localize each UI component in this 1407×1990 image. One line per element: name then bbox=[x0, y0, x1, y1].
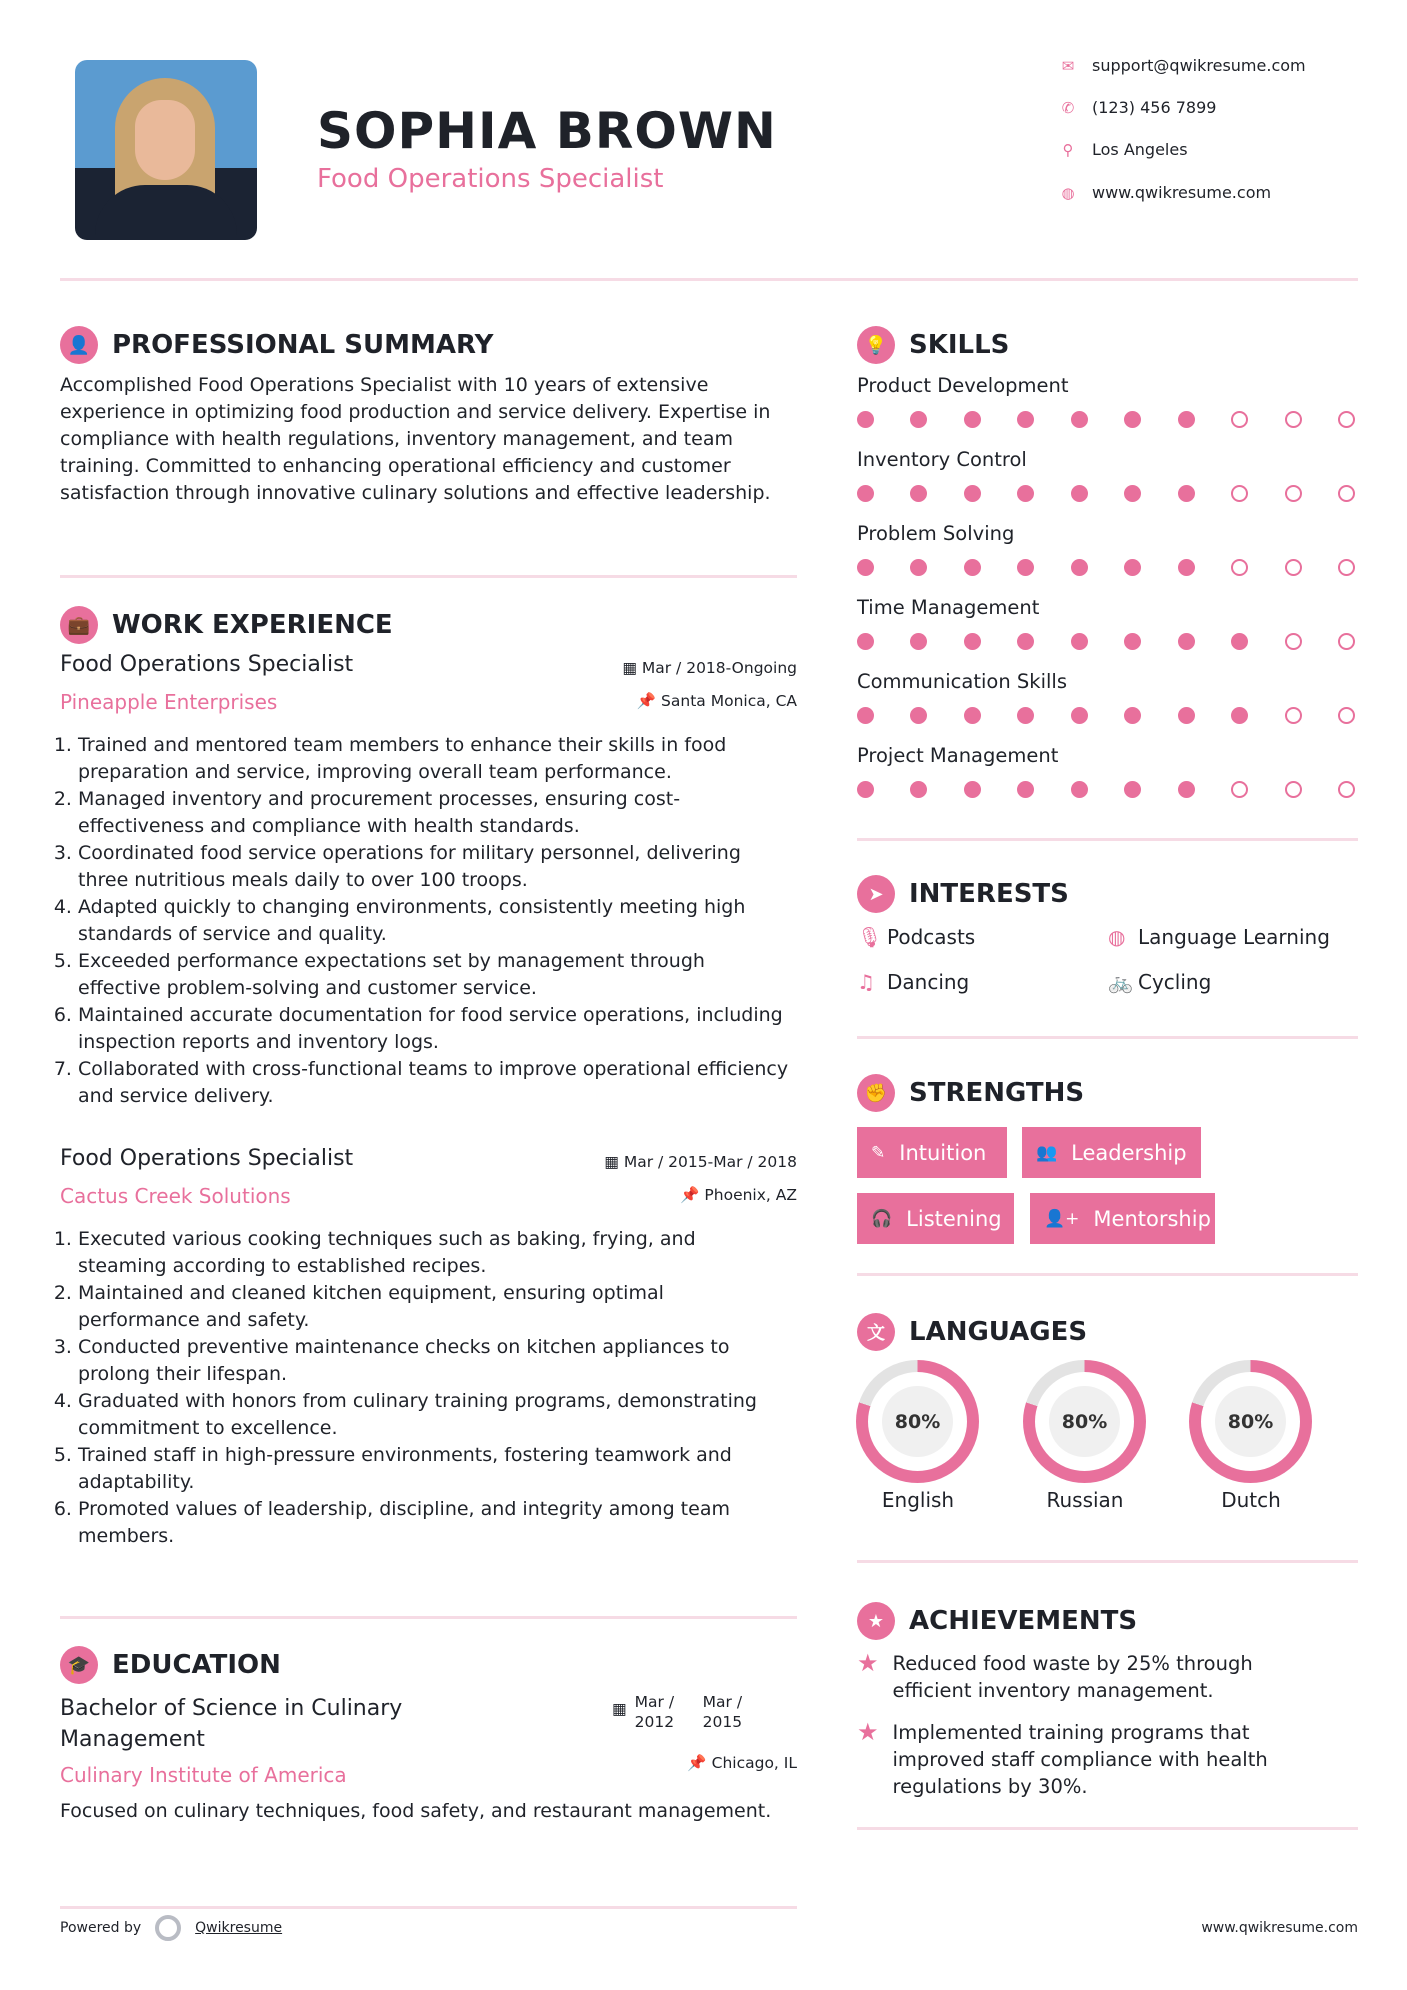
interest-item bbox=[1108, 970, 1211, 994]
fist-icon: ✊ bbox=[857, 1074, 895, 1112]
rating-dot-filled bbox=[1178, 485, 1195, 502]
calendar-icon: ▦ bbox=[622, 659, 642, 677]
rating-dot-filled bbox=[1124, 781, 1141, 798]
envelope-icon: ✉ bbox=[1061, 56, 1075, 75]
user-plus-icon: 👤+ bbox=[1044, 1208, 1080, 1229]
calendar-icon: ▦ bbox=[612, 1700, 627, 1718]
candidate-name: SOPHIA BROWN bbox=[317, 102, 777, 160]
rating-dot-filled bbox=[1071, 707, 1088, 724]
strengths-heading-text: STRENGTHS bbox=[909, 1078, 1085, 1108]
rating-dot-empty bbox=[1285, 707, 1302, 724]
rating-dot-filled bbox=[910, 707, 927, 724]
rating-dot-filled bbox=[964, 411, 981, 428]
star-icon: ★ bbox=[857, 1649, 879, 1677]
microphone-icon: 🎙 bbox=[857, 925, 883, 949]
skill-name: Time Management bbox=[857, 596, 1040, 619]
rating-dot-filled bbox=[964, 781, 981, 798]
skill-item bbox=[857, 522, 1355, 576]
strength-tag bbox=[1030, 1193, 1215, 1244]
skill-rating bbox=[857, 633, 1355, 650]
rating-dot-filled bbox=[1124, 411, 1141, 428]
star-badge-icon: ★ bbox=[857, 1602, 895, 1640]
job-date bbox=[622, 659, 797, 677]
rating-dot-filled bbox=[1178, 781, 1195, 798]
contact-item bbox=[1058, 98, 1216, 117]
rating-dot-filled bbox=[857, 781, 874, 798]
rating-dot-empty bbox=[1231, 781, 1248, 798]
job-bullet: 4. Adapted quickly to changing environments, consistently meeting high standards of service and quality. bbox=[78, 894, 790, 948]
rating-dot-filled bbox=[910, 485, 927, 502]
rating-dot-empty bbox=[1285, 781, 1302, 798]
rating-dot-filled bbox=[1017, 559, 1034, 576]
globe-icon: ◍ bbox=[1061, 183, 1075, 202]
company-name: Pineapple Enterprises bbox=[60, 690, 278, 714]
job-date-text: Mar / 2015-Mar / 2018 bbox=[623, 1153, 797, 1171]
rating-dot-filled bbox=[1017, 411, 1034, 428]
skill-name: Project Management bbox=[857, 744, 1059, 767]
skill-name: Inventory Control bbox=[857, 448, 1027, 471]
job-date bbox=[604, 1153, 797, 1171]
languages-heading bbox=[857, 1313, 1087, 1351]
skill-item bbox=[857, 670, 1355, 724]
job-bullet: 3. Coordinated food service operations for military personnel, delivering three nutritious meals daily to over 100 troops. bbox=[78, 840, 790, 894]
job-bullet: 4. Graduated with honors from culinary training programs, demonstrating commitment to excellence. bbox=[78, 1388, 790, 1442]
skill-name: Product Development bbox=[857, 374, 1069, 397]
contact-text: (123) 456 7899 bbox=[1092, 98, 1217, 117]
education-dates bbox=[612, 1692, 753, 1732]
job-bullet: 3. Conducted preventive maintenance checks on kitchen appliances to prolong their lifespan. bbox=[78, 1334, 790, 1388]
rating-dot-filled bbox=[964, 707, 981, 724]
magic-wand-icon: ✎ bbox=[871, 1142, 886, 1163]
job-bullets bbox=[60, 732, 790, 1110]
section-divider bbox=[857, 838, 1358, 841]
skill-item bbox=[857, 596, 1355, 650]
rating-dot-filled bbox=[1071, 559, 1088, 576]
paper-plane-icon: ➤ bbox=[857, 875, 895, 913]
achievement-item bbox=[857, 1650, 1337, 1704]
interest-item bbox=[857, 925, 975, 949]
job-bullet: 2. Managed inventory and procurement processes, ensuring cost-effectiveness and compliance with health standards. bbox=[78, 786, 790, 840]
skill-item bbox=[857, 744, 1355, 798]
rating-dot-filled bbox=[910, 633, 927, 650]
strength-name: Intuition bbox=[899, 1140, 987, 1165]
summary-text: Accomplished Food Operations Specialist with 10 years of extensive experience in optimizing food production and service delivery. Expertise in compliance with health regulations, inventory management, and team training. Committed to enhancing operational efficiency and customer satisfaction through innovative culinary solutions and effective leadership. bbox=[60, 374, 771, 504]
job-bullet: 5. Exceeded performance expectations set by management through effective problem-solving and customer service. bbox=[78, 948, 790, 1002]
interest-name: Dancing bbox=[887, 970, 970, 994]
section-divider bbox=[857, 1036, 1358, 1039]
rating-dot-filled bbox=[910, 559, 927, 576]
job-bullet: 2. Maintained and cleaned kitchen equipment, ensuring optimal performance and safety. bbox=[78, 1280, 790, 1334]
users-icon: 👥 bbox=[1036, 1142, 1058, 1163]
rating-dot-filled bbox=[910, 411, 927, 428]
language-name: Dutch bbox=[1221, 1488, 1281, 1512]
graduation-cap-icon: 🎓 bbox=[60, 1646, 98, 1684]
user-icon: 👤 bbox=[60, 326, 98, 364]
contact-text: Los Angeles bbox=[1092, 140, 1188, 159]
language-progress-ring bbox=[1189, 1360, 1312, 1483]
rating-dot-empty bbox=[1338, 559, 1355, 576]
languages-heading-text: LANGUAGES bbox=[909, 1317, 1088, 1347]
rating-dot-empty bbox=[1231, 411, 1248, 428]
skill-rating bbox=[857, 559, 1355, 576]
globe-icon: ◍ bbox=[1108, 925, 1126, 949]
rating-dot-filled bbox=[857, 633, 874, 650]
rating-dot-empty bbox=[1285, 559, 1302, 576]
header-divider bbox=[60, 278, 1358, 281]
rating-dot-empty bbox=[1285, 485, 1302, 502]
skills-heading-text: SKILLS bbox=[909, 330, 1010, 360]
job-location bbox=[637, 692, 797, 710]
rating-dot-filled bbox=[1178, 559, 1195, 576]
interest-name: Podcasts bbox=[887, 925, 976, 949]
briefcase-icon: 💼 bbox=[60, 606, 98, 644]
strengths-heading bbox=[857, 1074, 1084, 1112]
language-progress-ring bbox=[1023, 1360, 1146, 1483]
strength-name: Listening bbox=[906, 1206, 1002, 1231]
qwikresume-logo-icon bbox=[155, 1915, 181, 1941]
rating-dot-empty bbox=[1231, 485, 1248, 502]
strength-tag bbox=[1022, 1127, 1201, 1178]
music-note-icon: ♫ bbox=[857, 970, 875, 994]
rating-dot-filled bbox=[964, 559, 981, 576]
achievement-item bbox=[857, 1719, 1337, 1800]
star-icon: ★ bbox=[857, 1718, 879, 1746]
achievements-heading-text: ACHIEVEMENTS bbox=[909, 1606, 1138, 1636]
job-title: Food Operations Specialist bbox=[60, 652, 354, 677]
rating-dot-empty bbox=[1338, 485, 1355, 502]
rating-dot-filled bbox=[1124, 559, 1141, 576]
skill-name: Communication Skills bbox=[857, 670, 1067, 693]
rating-dot-empty bbox=[1338, 633, 1355, 650]
work-heading bbox=[60, 606, 393, 644]
rating-dot-filled bbox=[1178, 633, 1195, 650]
bicycle-icon: 🚲 bbox=[1108, 970, 1133, 994]
rating-dot-filled bbox=[1071, 633, 1088, 650]
rating-dot-filled bbox=[1071, 411, 1088, 428]
education-location bbox=[687, 1754, 797, 1772]
rating-dot-empty bbox=[1285, 633, 1302, 650]
skills-heading bbox=[857, 326, 1009, 364]
job-bullet: 6. Promoted values of leadership, discipline, and integrity among team members. bbox=[78, 1496, 790, 1550]
section-divider bbox=[857, 1560, 1358, 1563]
company-name: Cactus Creek Solutions bbox=[60, 1184, 291, 1208]
skill-item bbox=[857, 448, 1355, 502]
contact-text: www.qwikresume.com bbox=[1092, 183, 1272, 202]
rating-dot-filled bbox=[857, 707, 874, 724]
job-bullet: 1. Executed various cooking techniques such as baking, frying, and steaming according to established recipes. bbox=[78, 1226, 790, 1280]
job-bullet: 1. Trained and mentored team members to enhance their skills in food preparation and service, improving overall team performance. bbox=[78, 732, 790, 786]
rating-dot-filled bbox=[1124, 633, 1141, 650]
education-description: Focused on culinary techniques, food safety, and restaurant management. bbox=[60, 1800, 772, 1822]
section-divider bbox=[60, 575, 797, 578]
rating-dot-empty bbox=[1338, 411, 1355, 428]
job-location bbox=[680, 1186, 797, 1204]
strength-name: Leadership bbox=[1071, 1140, 1187, 1165]
translate-icon: 文 bbox=[857, 1313, 895, 1351]
pin-icon: 📌 bbox=[636, 692, 662, 710]
rating-dot-filled bbox=[857, 559, 874, 576]
language-percent: 80% bbox=[882, 1386, 953, 1457]
pin-icon: 📌 bbox=[680, 1186, 705, 1204]
rating-dot-filled bbox=[1231, 633, 1248, 650]
language-name: English bbox=[881, 1488, 955, 1512]
qwikresume-link[interactable]: Qwikresume bbox=[195, 1920, 283, 1936]
strength-name: Mentorship bbox=[1093, 1206, 1211, 1231]
rating-dot-filled bbox=[1071, 781, 1088, 798]
language-percent: 80% bbox=[1215, 1386, 1286, 1457]
skill-item bbox=[857, 374, 1355, 428]
rating-dot-filled bbox=[1124, 485, 1141, 502]
rating-dot-filled bbox=[1178, 707, 1195, 724]
rating-dot-filled bbox=[1017, 781, 1034, 798]
rating-dot-empty bbox=[1231, 559, 1248, 576]
summary-heading bbox=[60, 326, 493, 364]
profile-photo bbox=[75, 60, 257, 240]
powered-by-label: Powered by bbox=[60, 1920, 142, 1936]
rating-dot-filled bbox=[964, 485, 981, 502]
interest-name: Cycling bbox=[1138, 970, 1212, 994]
language-progress-ring bbox=[856, 1360, 979, 1483]
education-heading-text: EDUCATION bbox=[112, 1650, 281, 1680]
footer-divider bbox=[60, 1906, 797, 1909]
strength-tag bbox=[857, 1193, 1014, 1244]
skill-rating bbox=[857, 485, 1355, 502]
school: Culinary Institute of America bbox=[60, 1763, 347, 1787]
contact-item bbox=[1058, 140, 1188, 159]
rating-dot-filled bbox=[1017, 707, 1034, 724]
map-pin-icon: ⚲ bbox=[1062, 140, 1074, 159]
pin-icon: 📌 bbox=[687, 1754, 712, 1772]
job-location-text: Santa Monica, CA bbox=[661, 692, 797, 710]
rating-dot-filled bbox=[1178, 411, 1195, 428]
section-divider bbox=[60, 1616, 797, 1619]
rating-dot-filled bbox=[1017, 633, 1034, 650]
job-location-text: Phoenix, AZ bbox=[704, 1186, 797, 1204]
powered-by bbox=[60, 1915, 282, 1941]
skill-rating bbox=[857, 411, 1355, 428]
interest-item bbox=[857, 970, 969, 994]
strength-tag bbox=[857, 1127, 1007, 1178]
rating-dot-filled bbox=[964, 633, 981, 650]
candidate-title: Food Operations Specialist bbox=[317, 164, 664, 194]
rating-dot-empty bbox=[1338, 781, 1355, 798]
rating-dot-filled bbox=[910, 781, 927, 798]
rating-dot-empty bbox=[1338, 707, 1355, 724]
interests-heading bbox=[857, 875, 1069, 913]
achievement-text: Reduced food waste by 25% through efficient inventory management. bbox=[892, 1652, 1253, 1702]
phone-icon: ✆ bbox=[1061, 98, 1075, 117]
rating-dot-filled bbox=[857, 485, 874, 502]
education-heading bbox=[60, 1646, 281, 1684]
headphones-icon: 🎧 bbox=[871, 1208, 893, 1229]
language-percent: 80% bbox=[1049, 1386, 1120, 1457]
achievements-heading bbox=[857, 1602, 1137, 1640]
work-heading-text: WORK EXPERIENCE bbox=[112, 610, 393, 640]
education-start: Mar / 2012 bbox=[634, 1693, 675, 1731]
lightbulb-icon: 💡 bbox=[857, 326, 895, 364]
skill-rating bbox=[857, 707, 1355, 724]
job-bullets bbox=[60, 1226, 790, 1550]
rating-dot-filled bbox=[1017, 485, 1034, 502]
contact-item bbox=[1058, 56, 1306, 75]
rating-dot-filled bbox=[1231, 707, 1248, 724]
rating-dot-filled bbox=[1071, 485, 1088, 502]
skill-rating bbox=[857, 781, 1355, 798]
contact-item bbox=[1058, 183, 1271, 202]
rating-dot-filled bbox=[857, 411, 874, 428]
job-date-text: Mar / 2018-Ongoing bbox=[641, 659, 797, 677]
degree: Bachelor of Science in Culinary Management bbox=[60, 1696, 403, 1752]
skill-name: Problem Solving bbox=[857, 522, 1015, 545]
calendar-icon: ▦ bbox=[604, 1153, 624, 1171]
education-location-text: Chicago, IL bbox=[711, 1754, 797, 1772]
summary-heading-text: PROFESSIONAL SUMMARY bbox=[112, 330, 494, 360]
rating-dot-empty bbox=[1285, 411, 1302, 428]
job-bullet: 6. Maintained accurate documentation for food service operations, including inspection reports and inventory logs. bbox=[78, 1002, 790, 1056]
section-divider bbox=[857, 1273, 1358, 1276]
contact-text: support@qwikresume.com bbox=[1092, 56, 1306, 75]
section-divider bbox=[857, 1827, 1358, 1830]
interest-name: Language Learning bbox=[1138, 925, 1330, 949]
education-end: Mar / 2015 bbox=[702, 1693, 743, 1731]
rating-dot-filled bbox=[1124, 707, 1141, 724]
language-name: Russian bbox=[1046, 1488, 1124, 1512]
achievement-text: Implemented training programs that improved staff compliance with health regulations by 30%. bbox=[892, 1721, 1268, 1798]
job-title: Food Operations Specialist bbox=[60, 1146, 354, 1171]
job-bullet: 7. Collaborated with cross-functional teams to improve operational efficiency and service delivery. bbox=[78, 1056, 790, 1110]
interests-heading-text: INTERESTS bbox=[909, 879, 1069, 909]
interest-item bbox=[1108, 925, 1330, 949]
job-bullet: 5. Trained staff in high-pressure environments, fostering teamwork and adaptability. bbox=[78, 1442, 790, 1496]
footer-site[interactable]: www.qwikresume.com bbox=[1201, 1920, 1358, 1936]
